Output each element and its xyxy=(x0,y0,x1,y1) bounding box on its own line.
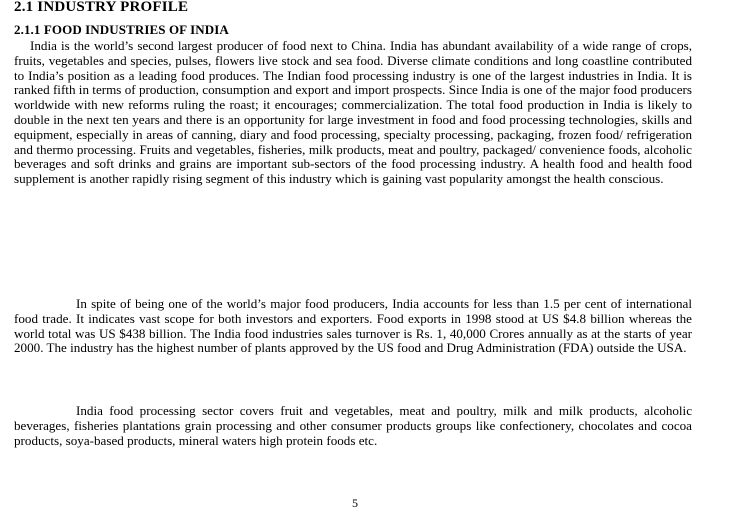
section-title: 2.1 INDUSTRY PROFILE xyxy=(14,0,189,15)
paragraph-food-trade: In spite of being one of the world’s major food producers, India accounts for less than 1.5 per cent of international food trade. It indicates vast scope for both investors and exporters. Food exports in 1998 stood at US $4.8 billion whereas the world total was US $438 billion. The India food industries sales turnover is Rs. 1, 40,000 Crores annually as at the starts of year 2000. The industry has the highest number of plants approved by the US food and Drug Administration (FDA) outside the USA. xyxy=(14,296,692,356)
subsection-title: 2.1.1 FOOD INDUSTRIES OF INDIA xyxy=(14,22,229,37)
page-number: 5 xyxy=(352,496,358,510)
paragraph-processing-sector: India food processing sector covers fruit and vegetables, meat and poultry, milk and milk products, alcoholic beverages, fisheries plantations grain processing and other consumer products groups like confectionery, chocolates and cocoa products, soya-based products, mineral waters high protein foods etc. xyxy=(14,403,692,448)
paragraph-food-industry-overview: India is the world’s second largest producer of food next to China. India has abundant availability of a wide range of crops, fruits, vegetables and species, pulses, flowers live stock and sea food. Diverse climate conditions and long coastline contributed to India’s position as a leading food produces. The Indian food processing industry is one of the largest industries in India. It is ranked fifth in terms of production, consumption and export and import prospects. Since India is one of the major food producers worldwide with new reforms ruling the roast; it encourages; commercialization. The total food production in India is likely to double in the next ten years and there is an opportunity for large investment in food and food processing technologies, skills and equipment, especially in areas of canning, diary and food processing, specialty processing, packaging, frozen food/ refrigeration and thermo processing. Fruits and vegetables, fisheries, milk products, meat and poultry, packaged/ convenience foods, alcoholic beverages and soft drinks and grains are important sub-sectors of the food processing industry. A health food and health food supplement is another rapidly rising segment of this industry which is gaining vast popularity amongst the health conscious. xyxy=(14,38,692,187)
